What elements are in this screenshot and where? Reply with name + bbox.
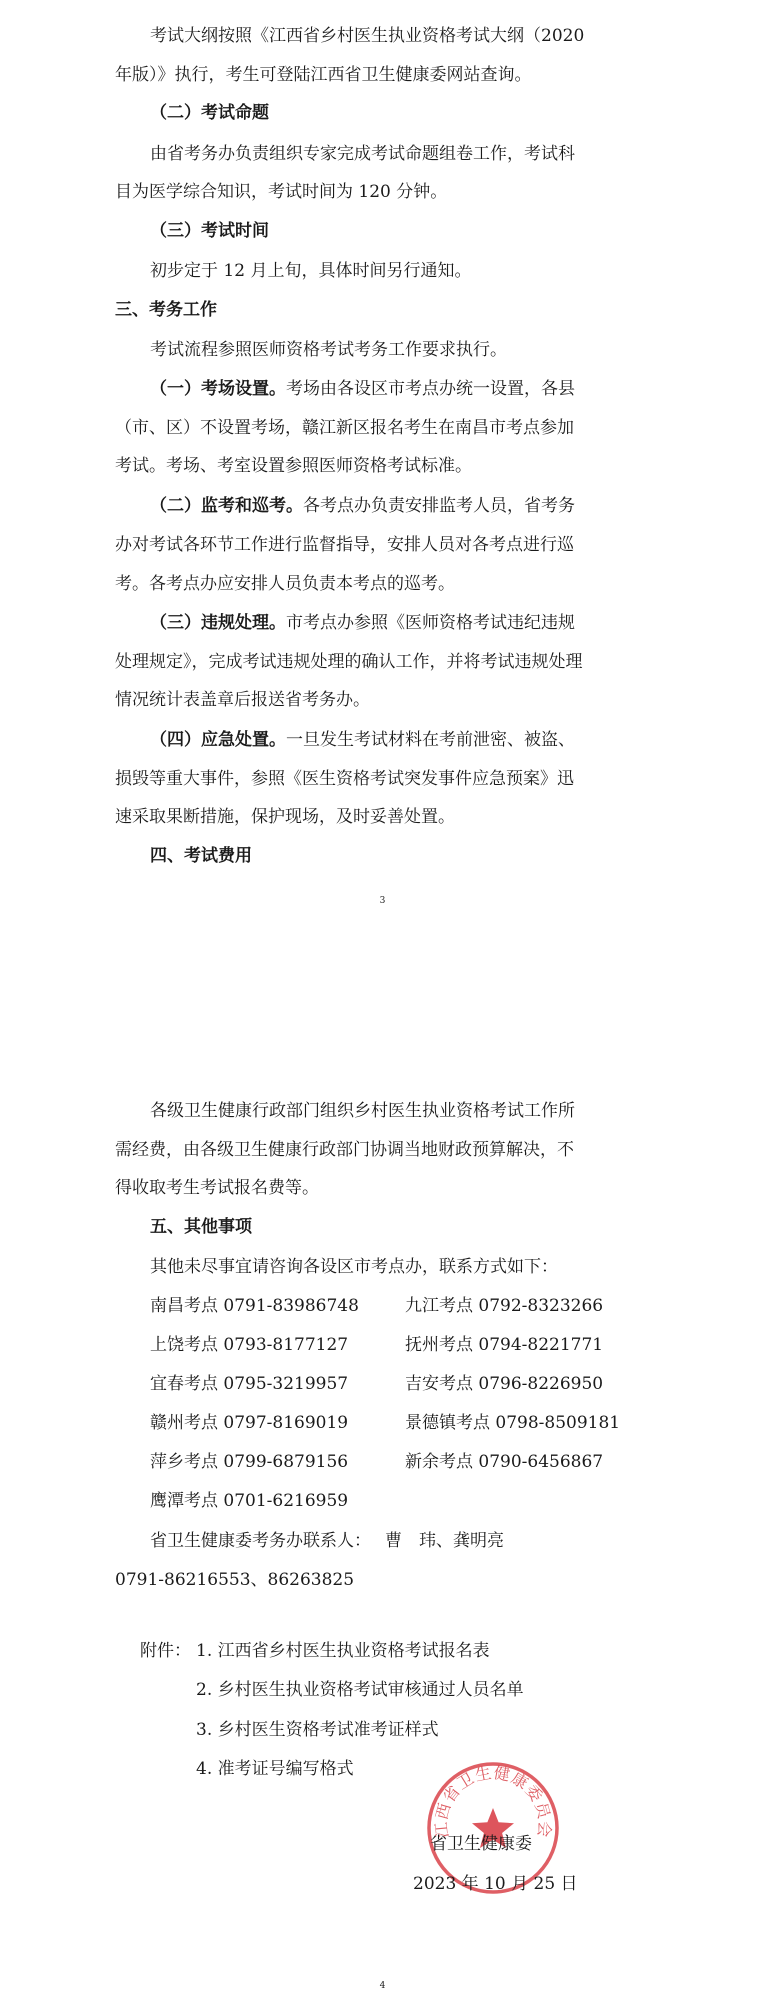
page-number: 3 — [379, 896, 386, 906]
inline-heading: （二）监考和巡考。 — [150, 496, 303, 516]
contact-entry — [405, 1372, 603, 1396]
text-span: 曹 玮、龚明亮 — [385, 1531, 504, 1551]
date: 2023 年 10 月 25 日 — [413, 1874, 578, 1894]
page-number: 4 — [379, 1981, 386, 1991]
contact-name: 南昌考点 — [150, 1296, 218, 1316]
text-line — [150, 377, 575, 401]
contact-name: 景德镇考点 — [405, 1413, 490, 1433]
contact-phone: 0797-8169019 — [223, 1413, 349, 1433]
contact-phone: 0793-8177127 — [223, 1335, 349, 1355]
text-span: 省卫生健康委考务办联系人： — [150, 1531, 371, 1551]
text-line — [150, 728, 575, 752]
contact-name: 赣州考点 — [150, 1413, 218, 1433]
text-line: 办对考试各环节工作进行监督指导，安排人员对各考点进行巡 — [115, 535, 574, 555]
text-line: 速采取果断措施，保护现场，及时妥善处置。 — [115, 807, 455, 827]
text-line: （市、区）不设置考场，赣江新区报名考生在南昌市考点参加 — [115, 418, 574, 438]
attachment-item: 2. 乡村医生执业资格考试审核通过人员名单 — [196, 1680, 524, 1700]
contact-name: 萍乡考点 — [150, 1452, 218, 1472]
text-line: 处理规定》，完成考试违规处理的确认工作，并将考试违规处理 — [115, 652, 583, 672]
inline-heading: （一）考场设置。 — [150, 379, 286, 399]
text-line: 需经费，由各级卫生健康行政部门协调当地财政预算解决，不 — [115, 1140, 574, 1160]
seal-text: 江西省卫生健康委员会 — [431, 1763, 555, 1840]
text-line: 考试流程参照医师资格考试考务工作要求执行。 — [150, 340, 507, 360]
text-line: 初步定于 12 月上旬，具体时间另行通知。 — [150, 261, 472, 281]
attachments-label: 附件： — [140, 1641, 191, 1661]
contact-phone: 0795-3219957 — [223, 1374, 349, 1394]
contact-name: 吉安考点 — [405, 1374, 473, 1394]
contact-phone: 0799-6879156 — [223, 1452, 349, 1472]
contact-entry — [405, 1450, 603, 1474]
contact-phone: 0791-83986748 — [223, 1296, 359, 1316]
text-line: 考试。考场、考室设置参照医师资格考试标准。 — [115, 456, 472, 476]
contact-entry — [150, 1333, 348, 1357]
contact-phone: 0798-8509181 — [495, 1413, 621, 1433]
contact-entry — [150, 1411, 348, 1435]
text-line: 0791-86216553、86263825 — [115, 1570, 355, 1590]
text-line — [150, 1529, 504, 1553]
inline-heading: （三）违规处理。 — [150, 613, 286, 633]
signer: 省卫生健康委 — [430, 1834, 532, 1854]
attachment-item: 1. 江西省乡村医生执业资格考试报名表 — [196, 1641, 490, 1661]
contact-name: 新余考点 — [405, 1452, 473, 1472]
attachment-item: 4. 准考证号编写格式 — [196, 1759, 354, 1779]
inline-heading: （四）应急处置。 — [150, 730, 286, 750]
contact-phone: 0792-8323266 — [478, 1296, 604, 1316]
contact-phone: 0701-6216959 — [223, 1491, 349, 1511]
contact-phone: 0790-6456867 — [478, 1452, 604, 1472]
contact-name: 鹰潭考点 — [150, 1491, 218, 1511]
text-line: 由省考务办负责组织专家完成考试命题组卷工作，考试科 — [150, 144, 575, 164]
text-span: 考场由各设区市考点办统一设置，各县 — [286, 379, 575, 399]
text-span: 各考点办负责安排监考人员，省考务 — [303, 496, 575, 516]
section-heading: 三、考务工作 — [115, 300, 217, 320]
contact-entry — [150, 1294, 359, 1318]
text-line: 各级卫生健康行政部门组织乡村医生执业资格考试工作所 — [150, 1101, 575, 1121]
contact-name: 抚州考点 — [405, 1335, 473, 1355]
text-span: 市考点办参照《医师资格考试违纪违规 — [286, 613, 575, 633]
text-line: 其他未尽事宜请咨询各设区市考点办，联系方式如下： — [150, 1257, 558, 1277]
contact-name: 九江考点 — [405, 1296, 473, 1316]
section-heading: 五、其他事项 — [150, 1217, 252, 1237]
text-line — [150, 611, 575, 635]
text-line: 考试大纲按照《江西省乡村医生执业资格考试大纲（2020 — [150, 26, 585, 46]
text-line: 年版）》执行，考生可登陆江西省卫生健康委网站查询。 — [115, 65, 532, 85]
section-heading: （二）考试命题 — [150, 103, 269, 123]
text-line: 损毁等重大事件，参照《医生资格考试突发事件应急预案》迅 — [115, 769, 574, 789]
text-line: 得收取考生考试报名费等。 — [115, 1178, 319, 1198]
contact-entry — [150, 1450, 348, 1474]
text-line: 考。各考点办应安排人员负责本考点的巡考。 — [115, 574, 455, 594]
contact-entry — [150, 1372, 348, 1396]
contact-entry — [405, 1411, 620, 1435]
text-line: 目为医学综合知识，考试时间为 120 分钟。 — [115, 182, 448, 202]
contact-entry — [405, 1294, 603, 1318]
contact-name: 上饶考点 — [150, 1335, 218, 1355]
text-line: 情况统计表盖章后报送省考务办。 — [115, 690, 370, 710]
section-heading: 四、考试费用 — [150, 846, 252, 866]
contact-entry — [150, 1489, 348, 1513]
contact-name: 宜春考点 — [150, 1374, 218, 1394]
contact-phone: 0796-8226950 — [478, 1374, 604, 1394]
section-heading: （三）考试时间 — [150, 221, 269, 241]
text-span: 一旦发生考试材料在考前泄密、被盗、 — [286, 730, 575, 750]
contact-entry — [405, 1333, 603, 1357]
contact-phone: 0794-8221771 — [478, 1335, 604, 1355]
attachment-item: 3. 乡村医生资格考试准考证样式 — [196, 1720, 439, 1740]
text-line — [150, 494, 575, 518]
